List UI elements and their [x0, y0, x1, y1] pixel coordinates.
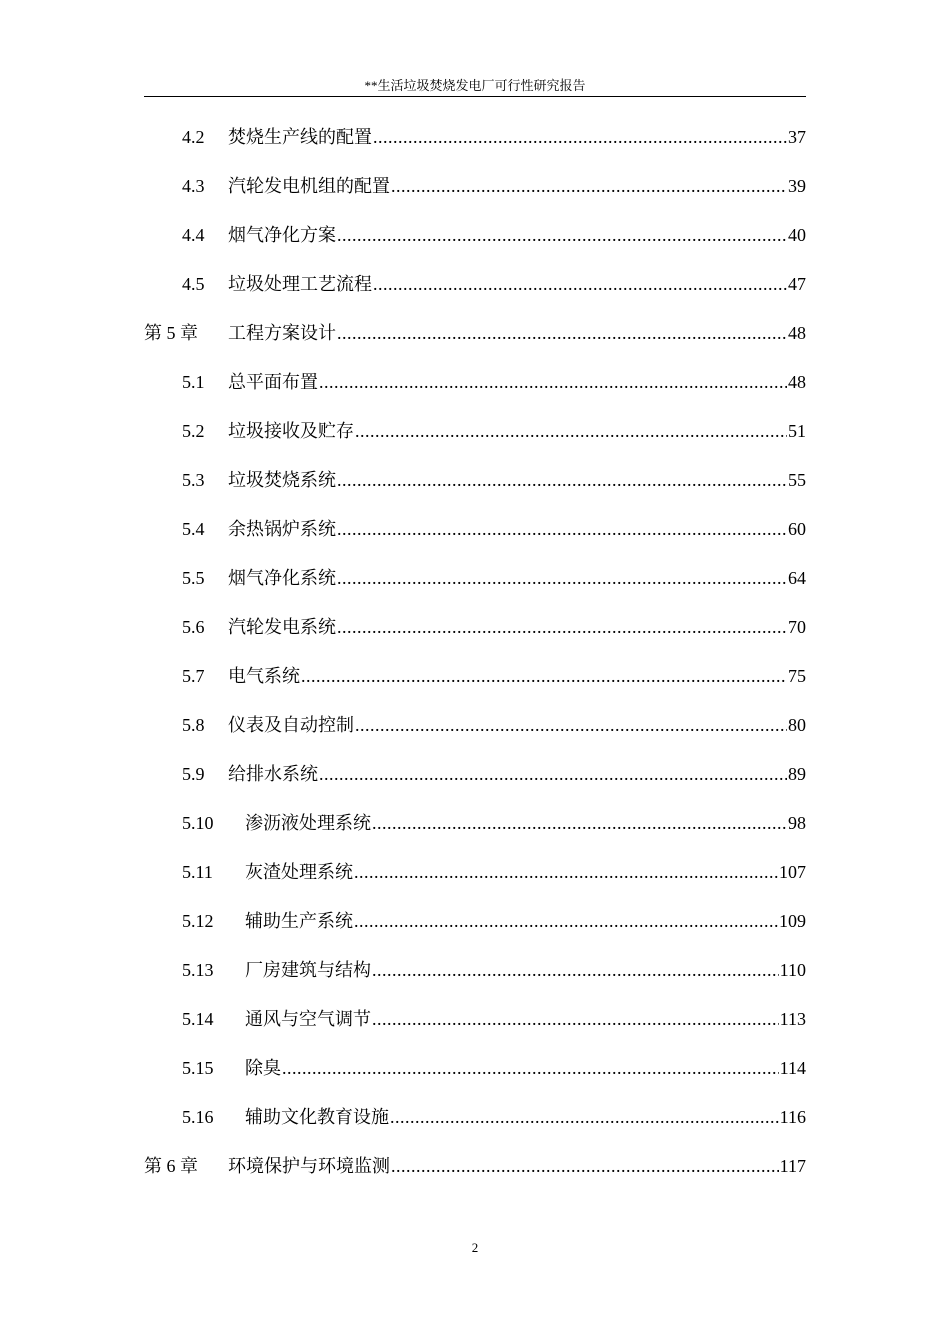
toc-entry[interactable] [0, 358, 950, 407]
toc-entry[interactable] [0, 750, 950, 799]
toc-entry-page: 110 [779, 960, 806, 980]
toc-entry-number: 5.8 [182, 715, 205, 735]
toc-entry[interactable] [0, 211, 950, 260]
toc-entry-title: 垃圾焚烧系统 [228, 470, 336, 490]
toc-entry[interactable] [0, 162, 950, 211]
toc-dot-leader [337, 554, 787, 603]
toc-entry-title: 垃圾接收及贮存 [228, 421, 354, 441]
toc-entry-number: 4.4 [182, 225, 205, 245]
toc-chapter-number: 第 5 章 [144, 323, 198, 343]
toc-entry-page: 75 [788, 666, 806, 686]
toc-entry-page: 55 [788, 470, 806, 490]
toc-entry[interactable] [0, 113, 950, 162]
toc-dot-leader [355, 407, 787, 456]
toc-entry-title: 总平面布置 [228, 372, 318, 392]
toc-entry[interactable] [0, 652, 950, 701]
toc-dot-leader [282, 1044, 779, 1093]
toc-entry-number: 5.9 [182, 764, 205, 784]
toc-entry-title: 汽轮发电机组的配置 [228, 176, 390, 196]
toc-entry-page: 117 [779, 1156, 806, 1176]
toc-entry-title: 余热锅炉系统 [228, 519, 336, 539]
toc-entry-number: 5.7 [182, 666, 205, 686]
toc-entry-page: 47 [788, 274, 806, 294]
toc-entry-number: 5.12 [182, 911, 214, 931]
toc-dot-leader [319, 750, 787, 799]
toc-entry-number: 5.1 [182, 372, 205, 392]
toc-entry-page: 109 [779, 911, 806, 931]
toc-entry-page: 70 [788, 617, 806, 637]
table-of-contents [0, 113, 950, 1191]
toc-entry-title: 厂房建筑与结构 [245, 960, 371, 980]
toc-chapter-title: 环境保护与环境监测 [228, 1156, 390, 1176]
toc-entry-title: 仪表及自动控制 [228, 715, 354, 735]
toc-entry[interactable] [0, 995, 950, 1044]
toc-entry-page: 107 [779, 862, 806, 882]
toc-dot-leader [337, 309, 787, 358]
toc-dot-leader [337, 603, 787, 652]
toc-dot-leader [337, 456, 787, 505]
toc-dot-leader [337, 505, 787, 554]
toc-dot-leader [372, 799, 787, 848]
toc-chapter-number: 第 6 章 [144, 1156, 198, 1176]
toc-entry-number: 5.14 [182, 1009, 214, 1029]
toc-entry[interactable] [0, 260, 950, 309]
toc-dot-leader [319, 358, 787, 407]
toc-dot-leader [373, 260, 787, 309]
toc-entry[interactable] [0, 554, 950, 603]
toc-entry-page: 51 [788, 421, 806, 441]
toc-entry[interactable] [0, 407, 950, 456]
toc-entry-title: 垃圾处理工艺流程 [228, 274, 372, 294]
toc-entry[interactable] [0, 603, 950, 652]
page-number: 2 [471, 1240, 479, 1255]
toc-entry-page: 48 [788, 372, 806, 392]
toc-entry-number: 5.16 [182, 1107, 214, 1127]
toc-entry-number: 5.15 [182, 1058, 214, 1078]
toc-entry-title: 焚烧生产线的配置 [228, 127, 372, 147]
toc-entry-title: 通风与空气调节 [245, 1009, 371, 1029]
toc-entry-page: 48 [788, 323, 806, 343]
toc-entry-number: 5.4 [182, 519, 205, 539]
toc-dot-leader [391, 1142, 779, 1191]
toc-entry-page: 39 [788, 176, 806, 196]
toc-entry[interactable] [0, 1044, 950, 1093]
toc-entry-page: 60 [788, 519, 806, 539]
toc-entry-page: 98 [788, 813, 806, 833]
toc-chapter-entry[interactable] [0, 1142, 950, 1191]
toc-entry[interactable] [0, 505, 950, 554]
toc-entry-number: 5.5 [182, 568, 205, 588]
toc-entry-page: 37 [788, 127, 806, 147]
toc-dot-leader [355, 701, 787, 750]
header-rule [144, 96, 806, 97]
toc-entry-number: 5.3 [182, 470, 205, 490]
toc-entry-number: 5.2 [182, 421, 205, 441]
toc-dot-leader [337, 211, 787, 260]
toc-entry-title: 电气系统 [228, 666, 300, 686]
toc-entry-page: 116 [779, 1107, 806, 1127]
toc-entry[interactable] [0, 701, 950, 750]
toc-dot-leader [372, 995, 779, 1044]
toc-entry-title: 辅助生产系统 [245, 911, 353, 931]
toc-dot-leader [372, 946, 779, 995]
toc-entry-title: 烟气净化系统 [228, 568, 336, 588]
toc-entry[interactable] [0, 456, 950, 505]
toc-entry-number: 4.5 [182, 274, 205, 294]
toc-entry[interactable] [0, 799, 950, 848]
toc-entry-page: 40 [788, 225, 806, 245]
toc-chapter-title: 工程方案设计 [228, 323, 336, 343]
toc-dot-leader [373, 113, 787, 162]
toc-entry-title: 辅助文化教育设施 [245, 1107, 389, 1127]
toc-dot-leader [391, 162, 787, 211]
toc-entry-page: 113 [779, 1009, 806, 1029]
toc-dot-leader [354, 848, 778, 897]
toc-entry-page: 114 [779, 1058, 806, 1078]
toc-entry-number: 5.6 [182, 617, 205, 637]
toc-entry-title: 渗沥液处理系统 [245, 813, 371, 833]
toc-entry[interactable] [0, 897, 950, 946]
toc-entry-number: 5.13 [182, 960, 214, 980]
toc-entry-title: 烟气净化方案 [228, 225, 336, 245]
toc-entry-number: 5.10 [182, 813, 214, 833]
toc-dot-leader [354, 897, 778, 946]
toc-entry-title: 除臭 [245, 1058, 281, 1078]
toc-entry-page: 64 [788, 568, 806, 588]
toc-chapter-entry[interactable] [0, 309, 950, 358]
toc-entry-page: 80 [788, 715, 806, 735]
toc-entry-number: 5.11 [182, 862, 213, 882]
toc-entry-title: 灰渣处理系统 [245, 862, 353, 882]
toc-entry-number: 4.3 [182, 176, 205, 196]
toc-dot-leader [390, 1093, 779, 1142]
toc-entry[interactable] [0, 848, 950, 897]
toc-entry-page: 89 [788, 764, 806, 784]
toc-dot-leader [301, 652, 787, 701]
toc-entry[interactable] [0, 1093, 950, 1142]
page-header-title: **生活垃圾焚烧发电厂可行性研究报告 [364, 78, 586, 93]
toc-entry-title: 给排水系统 [228, 764, 318, 784]
toc-entry-title: 汽轮发电系统 [228, 617, 336, 637]
toc-entry[interactable] [0, 946, 950, 995]
toc-entry-number: 4.2 [182, 127, 205, 147]
